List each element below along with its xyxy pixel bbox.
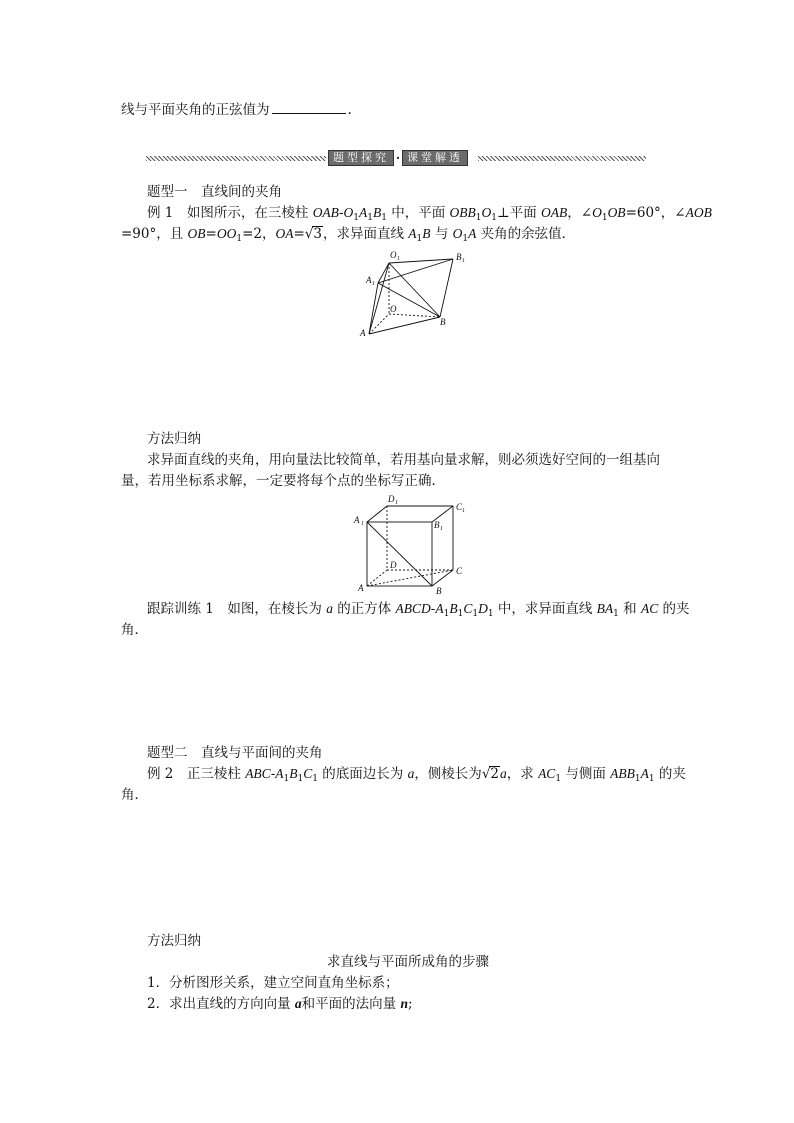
- sqrt-3: 3: [313, 226, 322, 242]
- fig2-label: B: [434, 520, 440, 530]
- math-abc: ABC: [245, 766, 271, 781]
- fig2-label: 1: [440, 526, 443, 532]
- math-oa: OA: [275, 226, 294, 241]
- example-2-line-2: 角．: [121, 787, 148, 803]
- method-2-text: ;: [407, 996, 413, 1012]
- example-1-line-1: 例 1 如图所示，在三棱柱 OAB-$O_1A_1B_1$ 中，平面 $OBB_1O_1\perp$平面 OAB，$\angle O_1OB=60^\circ$，∠AOB: [147, 205, 712, 223]
- method-1-line-2: 量，若用坐标系求解，一定要将每个点的坐标写正确．: [121, 473, 445, 489]
- fig2-label: C: [456, 566, 463, 576]
- vector-n: n: [400, 996, 408, 1011]
- banner-hatch-right: [478, 156, 646, 161]
- math-oab: OAB: [541, 205, 568, 220]
- banner-separator: ·: [395, 151, 401, 165]
- fig2-label: 1: [462, 508, 465, 514]
- math-ob: OB: [607, 205, 626, 220]
- example-1-label: 例 1: [147, 205, 174, 221]
- cube-figure: [352, 492, 474, 596]
- top-text: 线与平面夹角的正弦值为: [121, 102, 270, 118]
- method-2-text: 和平面的法向量: [301, 996, 401, 1012]
- edge-b1b: [440, 259, 453, 317]
- fig1-label: A: [360, 328, 366, 338]
- math-sub: 1: [487, 609, 494, 619]
- math-sub: 1: [457, 609, 464, 619]
- math-sub: 1: [297, 774, 304, 784]
- example-2-text: 的夹: [654, 766, 686, 782]
- banner-left-label: 题型探究: [328, 150, 394, 166]
- prism-figure: [355, 250, 475, 342]
- example-1-text: =: [205, 226, 217, 242]
- example-1-text: =90°，且: [121, 226, 188, 242]
- fig2-label: 1: [361, 521, 364, 527]
- fig1-label: 1: [397, 256, 400, 262]
- fig1-label: B: [456, 252, 462, 262]
- example-1-text: =60°，∠: [625, 205, 686, 221]
- math-sub: 1: [283, 774, 290, 784]
- math-sub: 1: [613, 609, 619, 619]
- fig2-label: D: [388, 494, 395, 504]
- math-a1: A: [275, 766, 284, 781]
- example-2-text: ，求: [506, 766, 539, 782]
- math-sub: 1: [381, 213, 387, 223]
- example-2-text: 的底面边长为: [317, 766, 408, 782]
- math-sub: 1: [416, 234, 423, 244]
- math-ba1: BA: [596, 601, 614, 616]
- math-b1: B: [289, 766, 298, 781]
- example-2-text: ，侧棱长为: [414, 766, 482, 782]
- fig2-label: C: [456, 502, 463, 512]
- edge-a1b: [367, 522, 432, 586]
- example-1-text: ，∠: [567, 205, 593, 221]
- edge-o1a: [369, 263, 389, 334]
- practice-1-label: 跟踪训练 1: [147, 601, 214, 617]
- edge-a1b: [378, 283, 440, 317]
- fig2-label: A: [358, 583, 364, 593]
- math-o1: O: [343, 205, 354, 220]
- example-2-line-1: 例 2 正三棱柱 ABC-$A_1B_1C_1$ 的底面边长为 a，侧棱长为√2a，求 $AC_1$ 与侧面 $ABB_1A_1$ 的夹: [147, 766, 686, 784]
- math-c1: C: [303, 766, 313, 781]
- answer-blank: [272, 101, 346, 114]
- math-sub: 1: [601, 213, 608, 223]
- method-2-heading: 求直线与平面所成角的步骤: [327, 954, 489, 970]
- example-1-text: =2，: [242, 226, 276, 242]
- example-1-text: 夹角的余弦值．: [476, 226, 576, 242]
- method-1-line-1: 求异面直线的夹角，用向量法比较简单，若用基向量求解，则必须选好空间的一组基向: [147, 452, 660, 468]
- math-abcd: ABCD: [395, 601, 431, 616]
- math-sub: 1: [555, 774, 562, 784]
- practice-1-text: 中，求异面直线: [493, 601, 597, 617]
- banner-right-label: 课堂解透: [402, 150, 468, 166]
- math-sub: 1: [353, 213, 359, 223]
- section-banner: [146, 150, 646, 166]
- math-b1: B: [372, 205, 382, 220]
- math-sub: 1: [634, 774, 641, 784]
- method-2-step-1: 1．分析图形关系，建立空间直角坐标系；: [147, 975, 399, 991]
- math-sub: 1: [491, 213, 498, 223]
- example-2-text: 正三棱柱: [186, 766, 246, 782]
- fig2-label: A: [354, 515, 360, 525]
- section-title-1: 题型一 直线间的夹角: [147, 184, 282, 200]
- math-sub: 1: [462, 234, 469, 244]
- practice-1-text: 如图，在棱长为: [227, 601, 327, 617]
- fig1-label: B: [440, 317, 446, 327]
- edge-ab: [369, 317, 440, 334]
- example-2-label: 例 2: [147, 766, 174, 782]
- math-c1: C: [463, 601, 473, 616]
- practice-1-line-2: 角．: [121, 622, 148, 638]
- example-1-text: ⊥平面: [497, 205, 542, 221]
- example-1-text: 如图所示，在三棱柱: [186, 205, 313, 221]
- top-line: [121, 101, 352, 119]
- math-a: a: [326, 601, 333, 616]
- math-a1: A: [358, 205, 368, 220]
- math-ac: AC: [640, 601, 659, 616]
- math-sub: 1: [472, 609, 479, 619]
- math-abb1a1: ABB: [610, 766, 635, 781]
- math-d1: D: [478, 601, 488, 616]
- edge-ad: [367, 570, 387, 586]
- math-sub: 1: [475, 213, 482, 223]
- example-1-text: =: [293, 226, 305, 242]
- math-obb1o1: OBB: [449, 205, 476, 220]
- practice-1-text: 的正方体: [332, 601, 396, 617]
- top-end: .: [347, 102, 352, 118]
- fig1-label: O: [390, 304, 397, 314]
- example-1-text: ，求异面直线: [323, 226, 409, 242]
- math-oo1: OO: [216, 226, 237, 241]
- method-2-step-2: [147, 995, 413, 1013]
- math-oab: OAB: [312, 205, 339, 220]
- math-sub: 1: [236, 234, 243, 244]
- method-2-text: 2．求出直线的方向向量: [147, 996, 295, 1012]
- fig2-label: D: [390, 560, 397, 570]
- vector-a: a: [294, 996, 302, 1011]
- practice-1-text: 和: [618, 601, 641, 617]
- math-sub: 1: [367, 213, 373, 223]
- math-ob: OB: [187, 226, 206, 241]
- method-2-title: 方法归纳: [147, 933, 201, 949]
- banner-tag: [328, 150, 468, 166]
- math-sub: 1: [648, 774, 655, 784]
- math-ac1: AC: [538, 766, 556, 781]
- edge-ac: [367, 570, 453, 586]
- practice-1-line-1: 跟踪训练 1 如图，在棱长为 a 的正方体 ABCD-$A_1B_1C_1D_1$ 中，求异面直线 $BA_1$ 和 AC 的夹: [147, 601, 690, 619]
- edge-a1d1: [367, 506, 387, 522]
- method-1-title: 方法归纳: [147, 431, 201, 447]
- math-b1: B: [449, 601, 458, 616]
- math-sub: 1: [312, 774, 318, 784]
- fig2-label: B: [436, 586, 442, 596]
- example-1-text: 与: [430, 226, 453, 242]
- banner-hatch-left: [146, 156, 326, 161]
- math-a: a: [407, 766, 415, 781]
- practice-1-text: 的夹: [658, 601, 690, 617]
- edge-ob: [389, 314, 440, 317]
- math-a1: A: [435, 601, 444, 616]
- example-1-line-2: =90°，且 $OB=OO_1=2$，OA=√3，求异面直线 $A_1B$ 与 $O_1A$ 夹角的余弦值．: [121, 226, 576, 244]
- math-aob: AOB: [685, 205, 712, 220]
- fig1-label: 1: [372, 281, 375, 287]
- fig1-label: O: [390, 250, 397, 260]
- math-a1: A: [408, 226, 417, 241]
- example-1-text: 中，平面: [386, 205, 450, 221]
- sqrt-2: 2: [490, 766, 500, 782]
- section-title-2: 题型二 直线与平面间的夹角: [147, 745, 323, 761]
- math-sub: 1: [443, 609, 450, 619]
- fig1-label: A: [366, 275, 372, 285]
- fig1-label: 1: [462, 258, 465, 264]
- example-2-text: 与侧面: [561, 766, 611, 782]
- math-a: a: [500, 766, 507, 781]
- fig2-label: 1: [395, 500, 398, 506]
